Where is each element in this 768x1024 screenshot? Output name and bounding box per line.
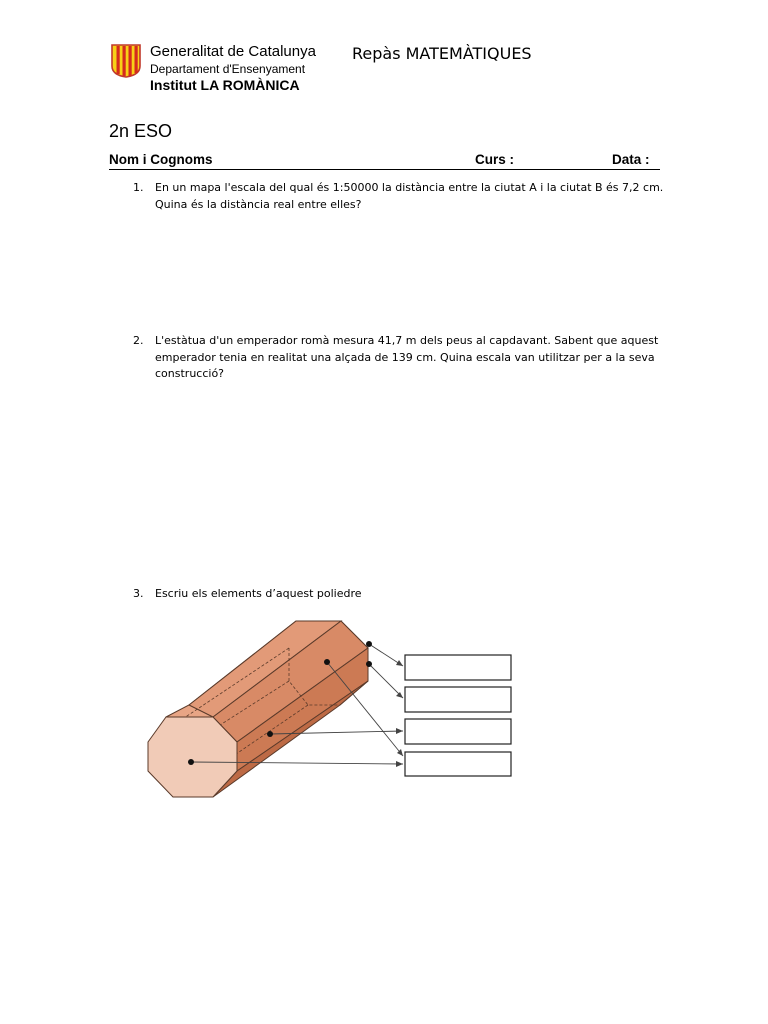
answer-box: [405, 752, 511, 776]
answer-box: [405, 687, 511, 712]
question-text: L'estàtua d'un emperador romà mesura 41,7 m dels peus al capdavant. Sabent que aquest emperador tenia en realitat una alçada de 139 cm. Quina escala van utilitzar per a la seva construcció?: [155, 334, 659, 380]
question-number: 3.: [133, 587, 144, 600]
question-number: 1.: [133, 181, 144, 194]
prism-front-face: [148, 717, 237, 797]
department-name: Departament d'Ensenyament: [150, 62, 306, 76]
question-text: En un mapa l'escala del qual és 1:50000 la distància entre la ciutat A i la ciutat B és 7,2 cm. Quina és la distància real entre elles?: [155, 181, 664, 211]
answer-box: [405, 655, 511, 680]
org-name: Generalitat de Catalunya: [150, 43, 316, 60]
institute-name: Institut LA ROMÀNICA: [150, 77, 300, 93]
answer-box: [405, 719, 511, 744]
date-label: Data :: [612, 152, 650, 167]
octagonal-prism-figure: [140, 610, 530, 810]
question-2: [133, 333, 673, 383]
name-label: Nom i Cognoms: [109, 152, 213, 167]
question-number: 2.: [133, 334, 144, 347]
question-text: Escriu els elements d’aquest poliedre: [155, 587, 362, 600]
question-1: [133, 180, 673, 213]
course-level: 2n ESO: [109, 121, 173, 141]
course-label: Curs :: [475, 152, 515, 167]
generalitat-logo-icon: [109, 42, 143, 78]
student-info-row: [109, 151, 660, 170]
question-3: [133, 586, 673, 603]
document-title: Repàs MATEMÀTIQUES: [352, 44, 532, 63]
